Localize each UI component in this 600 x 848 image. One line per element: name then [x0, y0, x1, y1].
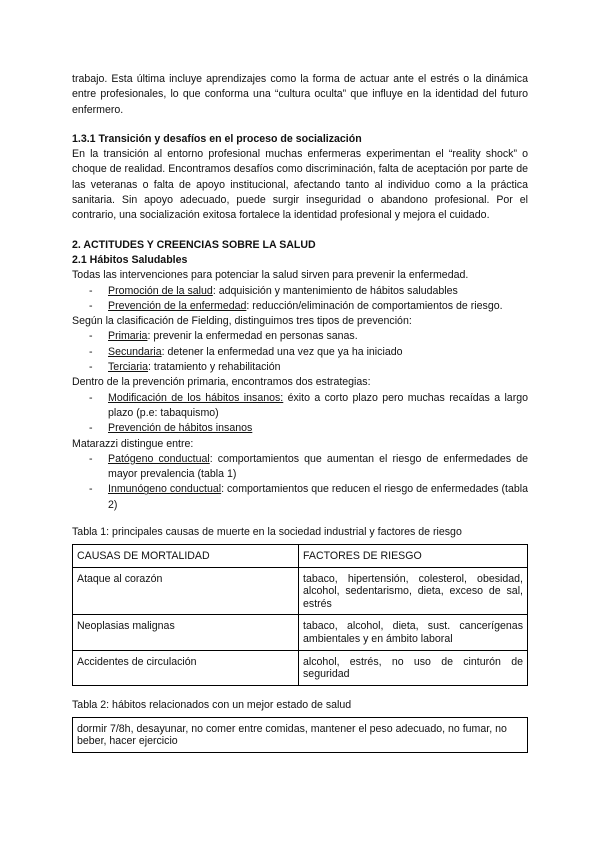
- list-text: : adquisición y mantenimiento de hábitos saludables: [212, 284, 458, 297]
- table-cell: alcohol, estrés, no uso de cinturón de seguridad: [299, 650, 528, 685]
- section-131-body: En la transición al entorno profesional muchas enfermeras experimentan el “reality shock” o choque de realidad. Encontramos desafíos como discriminación, falta de aceptación por parte de las veteranas o falta de apoyo institucional, afectando tanto al individuo como a la práctica sanitaria. Sin apoyo adecuado, puede surgir inseguridad o abandono profesional. Por el contrario, una socialización exitosa fortalece la identidad profesional y mejora el cuidado.: [72, 148, 528, 222]
- list-term: Prevención de la enfermedad: [108, 299, 247, 312]
- list-term: Terciaria: [108, 361, 149, 374]
- list-text: : comportamientos que reducen el riesgo de enfermedades (tabla 2): [108, 483, 529, 511]
- list-term: Inmunógeno conductual: [108, 483, 222, 496]
- document-page: [72, 72, 528, 753]
- table-row: [73, 650, 528, 685]
- table2-caption: Tabla 2: hábitos relacionados con un mejor estado de salud: [72, 698, 352, 711]
- matarazzi-list: [72, 452, 528, 513]
- list-item: [108, 452, 528, 483]
- primary-intro: Dentro de la prevención primaria, encontramos dos estrategias:: [72, 376, 371, 389]
- fielding-intro: Según la clasificación de Fielding, distinguimos tres tipos de prevención:: [72, 315, 412, 328]
- table-cell: Neoplasias malignas: [73, 615, 299, 650]
- table1-caption: Tabla 1: principales causas de muerte en la sociedad industrial y factores de riesgo: [72, 526, 462, 539]
- list-text: : tratamiento y rehabilitación: [148, 361, 281, 374]
- list-text: : reducción/eliminación de comportamientos de riesgo.: [246, 299, 503, 312]
- section-131-heading: 1.3.1 Transición y desafíos en el proceso de socialización: [72, 132, 362, 145]
- list-item: [108, 421, 528, 436]
- table-header-cell: CAUSAS DE MORTALIDAD: [73, 545, 299, 568]
- list-item: [108, 391, 528, 422]
- table-cell: Accidentes de circulación: [73, 650, 299, 685]
- list-text: éxito a corto plazo pero muchas recaídas a largo plazo (p.e: tabaquismo): [108, 391, 528, 419]
- list-item: [108, 360, 528, 375]
- list-item: [108, 299, 528, 314]
- prevention-types-list: [72, 284, 528, 315]
- list-item: [108, 329, 528, 344]
- list-text: : comportamientos que aumentan el riesgo de enfermedades de mayor prevalencia (tabla 1): [108, 452, 528, 481]
- fielding-list: [72, 329, 528, 375]
- table-cell: dormir 7/8h, desayunar, no comer entre comidas, mantener el peso adecuado, no fumar, no beber, hacer ejercicio: [73, 717, 528, 752]
- list-term: Promoción de la salud: [108, 284, 213, 297]
- table2: [72, 717, 528, 753]
- list-text: : prevenir la enfermedad en personas sanas.: [147, 330, 358, 343]
- list-term: Primaria: [108, 330, 148, 343]
- table-header-row: [73, 545, 528, 568]
- section-2-heading: 2. ACTITUDES Y CREENCIAS SOBRE LA SALUD: [72, 238, 316, 251]
- list-item: [108, 284, 528, 299]
- table-header-cell: FACTORES DE RIESGO: [299, 545, 528, 568]
- list-term: Modificación de los hábitos insanos:: [108, 391, 284, 404]
- table-cell: Ataque al corazón: [73, 567, 299, 615]
- primary-strategies-list: [72, 391, 528, 437]
- intro-paragraph: trabajo. Esta última incluye aprendizajes como la forma de actuar ante el estrés o la dinámica entre profesionales, lo que conforma una “cultura oculta” que influye en la identidad del futuro enfermero.: [72, 73, 528, 116]
- table-cell: tabaco, alcohol, dieta, sust. cancerígenas ambientales y en ámbito laboral: [299, 615, 528, 650]
- table-row: [73, 717, 528, 752]
- table-cell: tabaco, hipertensión, colesterol, obesidad, alcohol, sedentarismo, dieta, exceso de sal, estrés: [299, 567, 528, 615]
- list-term: Prevención de hábitos insanos: [108, 422, 253, 435]
- table-row: [73, 615, 528, 650]
- section-21-subheading: 2.1 Hábitos Saludables: [72, 253, 188, 266]
- list-text: : detener la enfermedad una vez que ya ha iniciado: [161, 345, 403, 358]
- list-term: Secundaria: [108, 345, 162, 358]
- table-row: [73, 567, 528, 615]
- matarazzi-intro: Matarazzi distingue entre:: [72, 437, 194, 450]
- list-term: Patógeno conductual: [108, 452, 210, 465]
- list-item: [108, 345, 528, 360]
- table1: [72, 544, 528, 686]
- section-21-intro: Todas las intervenciones para potenciar la salud sirven para prevenir la enfermedad.: [72, 269, 469, 282]
- list-item: [108, 482, 528, 513]
